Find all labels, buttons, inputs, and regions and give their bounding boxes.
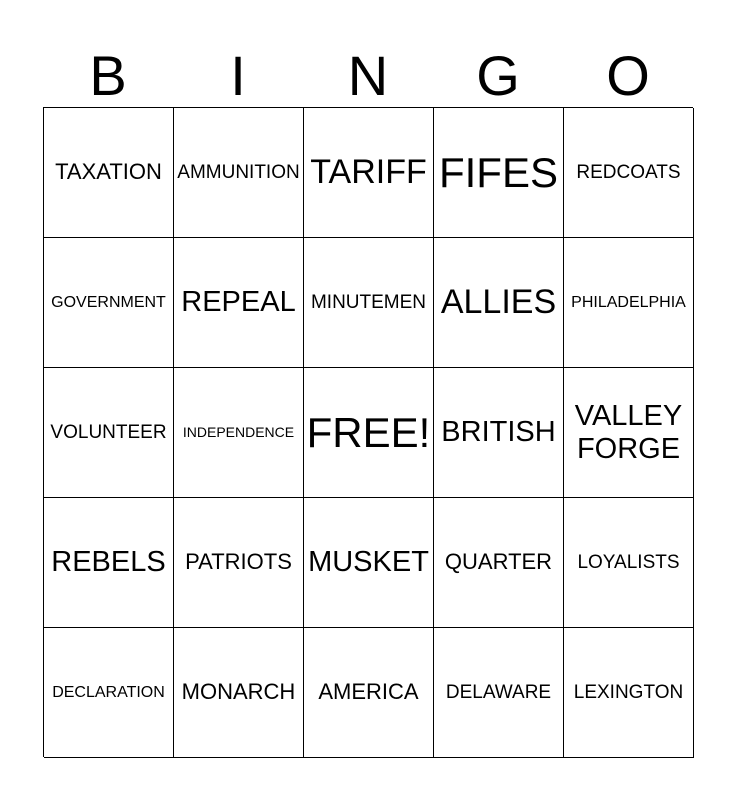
cell-label: REBELS bbox=[51, 546, 166, 579]
cell-label: TARIFF bbox=[310, 153, 427, 192]
cell-label: LOYALISTS bbox=[577, 551, 680, 573]
bingo-cell[interactable] bbox=[564, 498, 694, 628]
bingo-cell[interactable] bbox=[434, 238, 564, 368]
cell-label: REDCOATS bbox=[576, 161, 681, 183]
cell-label: VALLEY FORGE bbox=[574, 400, 683, 465]
cell-label: GOVERNMENT bbox=[51, 293, 166, 311]
bingo-cell[interactable] bbox=[434, 368, 564, 498]
cell-label: AMERICA bbox=[318, 679, 419, 705]
bingo-cell[interactable] bbox=[304, 628, 434, 758]
bingo-cell[interactable] bbox=[434, 498, 564, 628]
bingo-header bbox=[43, 42, 693, 108]
cell-label: MINUTEMEN bbox=[310, 291, 427, 313]
cell-label: TAXATION bbox=[55, 159, 162, 185]
cell-label: LEXINGTON bbox=[573, 681, 684, 703]
header-letter-o: O bbox=[606, 44, 650, 107]
cell-label: INDEPENDENCE bbox=[182, 423, 295, 440]
bingo-cell[interactable] bbox=[174, 238, 304, 368]
header-letter-n: N bbox=[347, 44, 389, 107]
cell-label: VOLUNTEER bbox=[50, 421, 167, 443]
cell-label: ALLIES bbox=[440, 283, 557, 322]
bingo-cell[interactable] bbox=[564, 628, 694, 758]
cell-label: PATRIOTS bbox=[185, 549, 292, 575]
bingo-board bbox=[43, 107, 693, 757]
bingo-cell[interactable] bbox=[564, 368, 694, 498]
cell-label: PHILADELPHIA bbox=[571, 293, 686, 311]
cell-label: AMMUNITION bbox=[177, 161, 300, 183]
bingo-cell[interactable] bbox=[44, 628, 174, 758]
cell-label: BRITISH bbox=[441, 416, 556, 449]
bingo-cell[interactable] bbox=[434, 628, 564, 758]
bingo-cell[interactable] bbox=[44, 238, 174, 368]
cell-label: DELAWARE bbox=[445, 681, 552, 703]
header-letter-i: I bbox=[230, 44, 246, 107]
bingo-cell[interactable] bbox=[564, 238, 694, 368]
bingo-cell[interactable] bbox=[174, 628, 304, 758]
bingo-cell[interactable] bbox=[304, 108, 434, 238]
cell-label: MUSKET bbox=[308, 546, 429, 579]
bingo-cell[interactable] bbox=[44, 368, 174, 498]
bingo-cell[interactable] bbox=[304, 498, 434, 628]
bingo-cell[interactable] bbox=[44, 498, 174, 628]
header-letter-g: G bbox=[476, 44, 520, 107]
bingo-cell[interactable] bbox=[44, 108, 174, 238]
free-space-label: FREE! bbox=[306, 408, 431, 456]
bingo-cell[interactable] bbox=[174, 368, 304, 498]
bingo-cell[interactable] bbox=[174, 108, 304, 238]
bingo-cell[interactable] bbox=[174, 498, 304, 628]
cell-label: FIFES bbox=[438, 148, 558, 196]
bingo-cell[interactable] bbox=[304, 238, 434, 368]
cell-label: MONARCH bbox=[181, 679, 296, 705]
cell-label: REPEAL bbox=[181, 286, 296, 319]
cell-label: QUARTER bbox=[444, 549, 553, 575]
free-space-cell[interactable] bbox=[304, 368, 434, 498]
cell-label: DECLARATION bbox=[52, 683, 165, 701]
bingo-cell[interactable] bbox=[434, 108, 564, 238]
header-letter-b: B bbox=[89, 44, 127, 107]
bingo-cell[interactable] bbox=[564, 108, 694, 238]
